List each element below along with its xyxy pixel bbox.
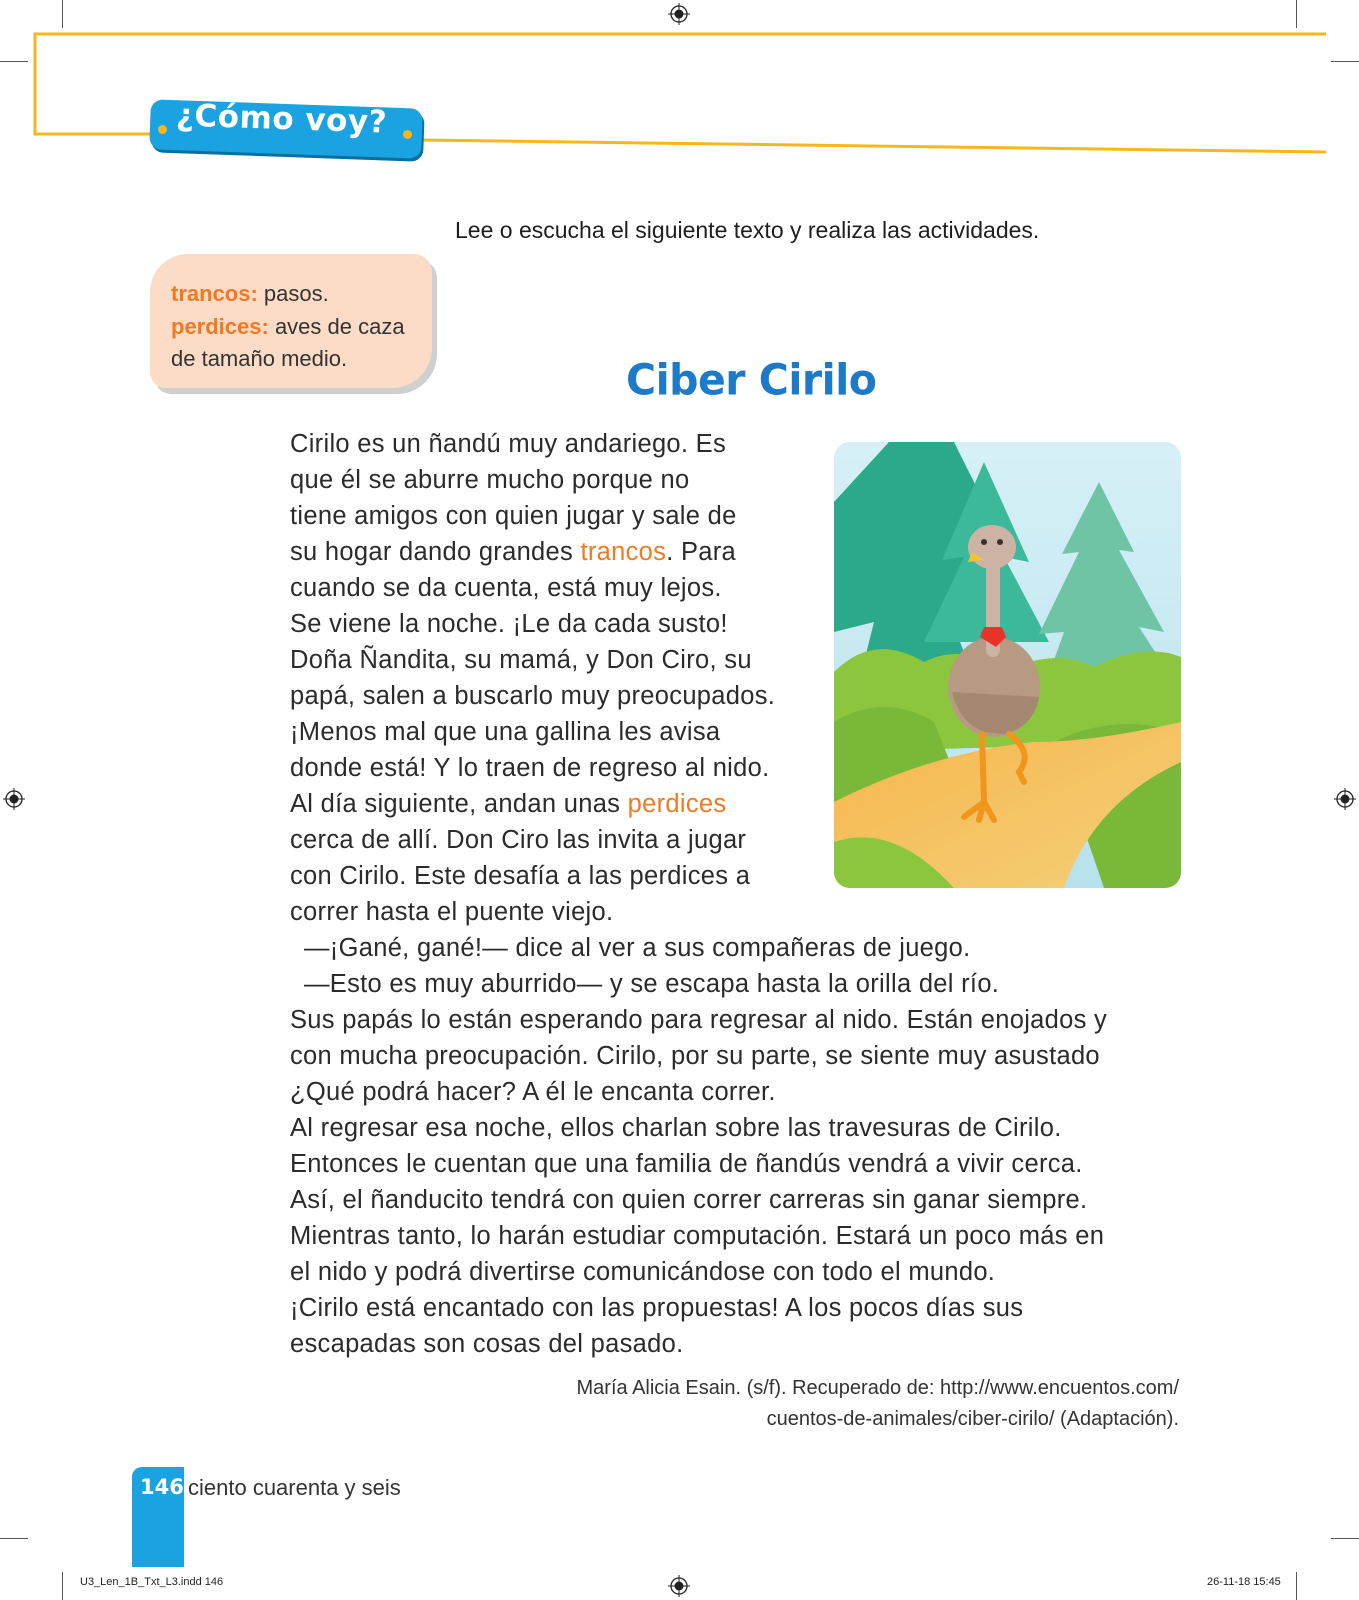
glossary-definition: aves de caza bbox=[268, 314, 405, 339]
story-line: Mientras tanto, lo harán estudiar computación. Estará un poco más en bbox=[290, 1222, 1105, 1250]
registration-mark-icon bbox=[1334, 788, 1356, 810]
story-line bbox=[290, 790, 726, 819]
glossary-entry bbox=[171, 281, 329, 307]
section-title: ¿Cómo voy? bbox=[175, 97, 388, 141]
registration-mark-icon bbox=[668, 1575, 690, 1597]
citation-line: cuentos-de-animales/ciber-cirilo/ (Adaptación). bbox=[766, 1408, 1179, 1430]
story-text: su hogar dando grandes bbox=[290, 538, 581, 566]
story-line: donde está! Y lo traen de regreso al nido. bbox=[290, 754, 770, 782]
story-line: Se viene la noche. ¡Le da cada susto! bbox=[290, 610, 728, 638]
story-line: escapadas son cosas del pasado. bbox=[290, 1330, 684, 1358]
rhea-illustration bbox=[834, 442, 1181, 888]
crop-mark bbox=[62, 1572, 63, 1600]
glossary-entry bbox=[171, 314, 405, 340]
page-number: 146 bbox=[140, 1475, 184, 1499]
story-text: . Para bbox=[666, 538, 737, 566]
badge-dot bbox=[158, 125, 167, 134]
print-timestamp: 26-11-18 15:45 bbox=[1207, 1576, 1281, 1588]
registration-mark-icon bbox=[3, 788, 25, 810]
story-line: Cirilo es un ñandú muy andariego. Es bbox=[290, 430, 727, 458]
glossary-continuation: de tamaño medio. bbox=[171, 346, 348, 371]
instruction-text: Lee o escucha el siguiente texto y realiza las actividades. bbox=[455, 217, 1040, 243]
story-line: Entonces le cuentan que una familia de ñandús vendrá a vivir cerca. bbox=[290, 1150, 1083, 1178]
story-line: ¡Cirilo está encantado con las propuestas! A los pocos días sus bbox=[290, 1294, 1024, 1322]
page-number-words: ciento cuarenta y seis bbox=[188, 1475, 401, 1500]
glossary-term: perdices: bbox=[171, 314, 269, 339]
citation-line: María Alicia Esain. (s/f). Recuperado de: http://www.encuentos.com/ bbox=[576, 1377, 1179, 1399]
story-line: Al regresar esa noche, ellos charlan sobre las travesuras de Cirilo. bbox=[290, 1114, 1062, 1142]
story-line: correr hasta el puente viejo. bbox=[290, 898, 614, 926]
story-title: Ciber Cirilo bbox=[626, 354, 877, 406]
badge-dot bbox=[403, 130, 412, 139]
story-line: Así, el ñanducito tendrá con quien correr carreras sin ganar siempre. bbox=[290, 1186, 1088, 1214]
story-line: con Cirilo. Este desafía a las perdices a bbox=[290, 862, 751, 890]
story-line: papá, salen a buscarlo muy preocupados. bbox=[290, 682, 776, 710]
story-line: que él se aburre mucho porque no bbox=[290, 466, 690, 494]
crop-mark bbox=[1331, 1538, 1359, 1539]
dialogue-line: —Esto es muy aburrido— y se escapa hasta la orilla del río. bbox=[304, 970, 1000, 998]
story-line: con mucha preocupación. Cirilo, por su parte, se siente muy asustado bbox=[290, 1042, 1100, 1070]
story-line: cerca de allí. Don Ciro las invita a jugar bbox=[290, 826, 747, 854]
story-line: tiene amigos con quien jugar y sale de bbox=[290, 502, 737, 530]
print-slug: U3_Len_1B_Txt_L3.indd 146 bbox=[80, 1576, 224, 1588]
dialogue-line: —¡Gané, gané!— dice al ver a sus compañeras de juego. bbox=[304, 934, 971, 962]
story-line: Doña Ñandita, su mamá, y Don Ciro, su bbox=[290, 646, 752, 674]
glossary-word: trancos bbox=[580, 538, 667, 566]
glossary-word: perdices bbox=[627, 790, 727, 818]
glossary-term: trancos: bbox=[171, 281, 258, 306]
story-line: Sus papás lo están esperando para regresar al nido. Están enojados y bbox=[290, 1006, 1108, 1034]
glossary-definition: pasos. bbox=[257, 281, 329, 306]
crop-mark bbox=[0, 1538, 28, 1539]
story-line: ¿Qué podrá hacer? A él le encanta correr. bbox=[290, 1078, 776, 1106]
story-line bbox=[290, 538, 736, 567]
story-line: el nido y podrá divertirse comunicándose con todo el mundo. bbox=[290, 1258, 996, 1286]
story-text: Al día siguiente, andan unas bbox=[290, 790, 628, 818]
crop-mark bbox=[1296, 1572, 1297, 1600]
story-line: ¡Menos mal que una gallina les avisa bbox=[290, 718, 721, 746]
story-line: cuando se da cuenta, está muy lejos. bbox=[290, 574, 722, 602]
